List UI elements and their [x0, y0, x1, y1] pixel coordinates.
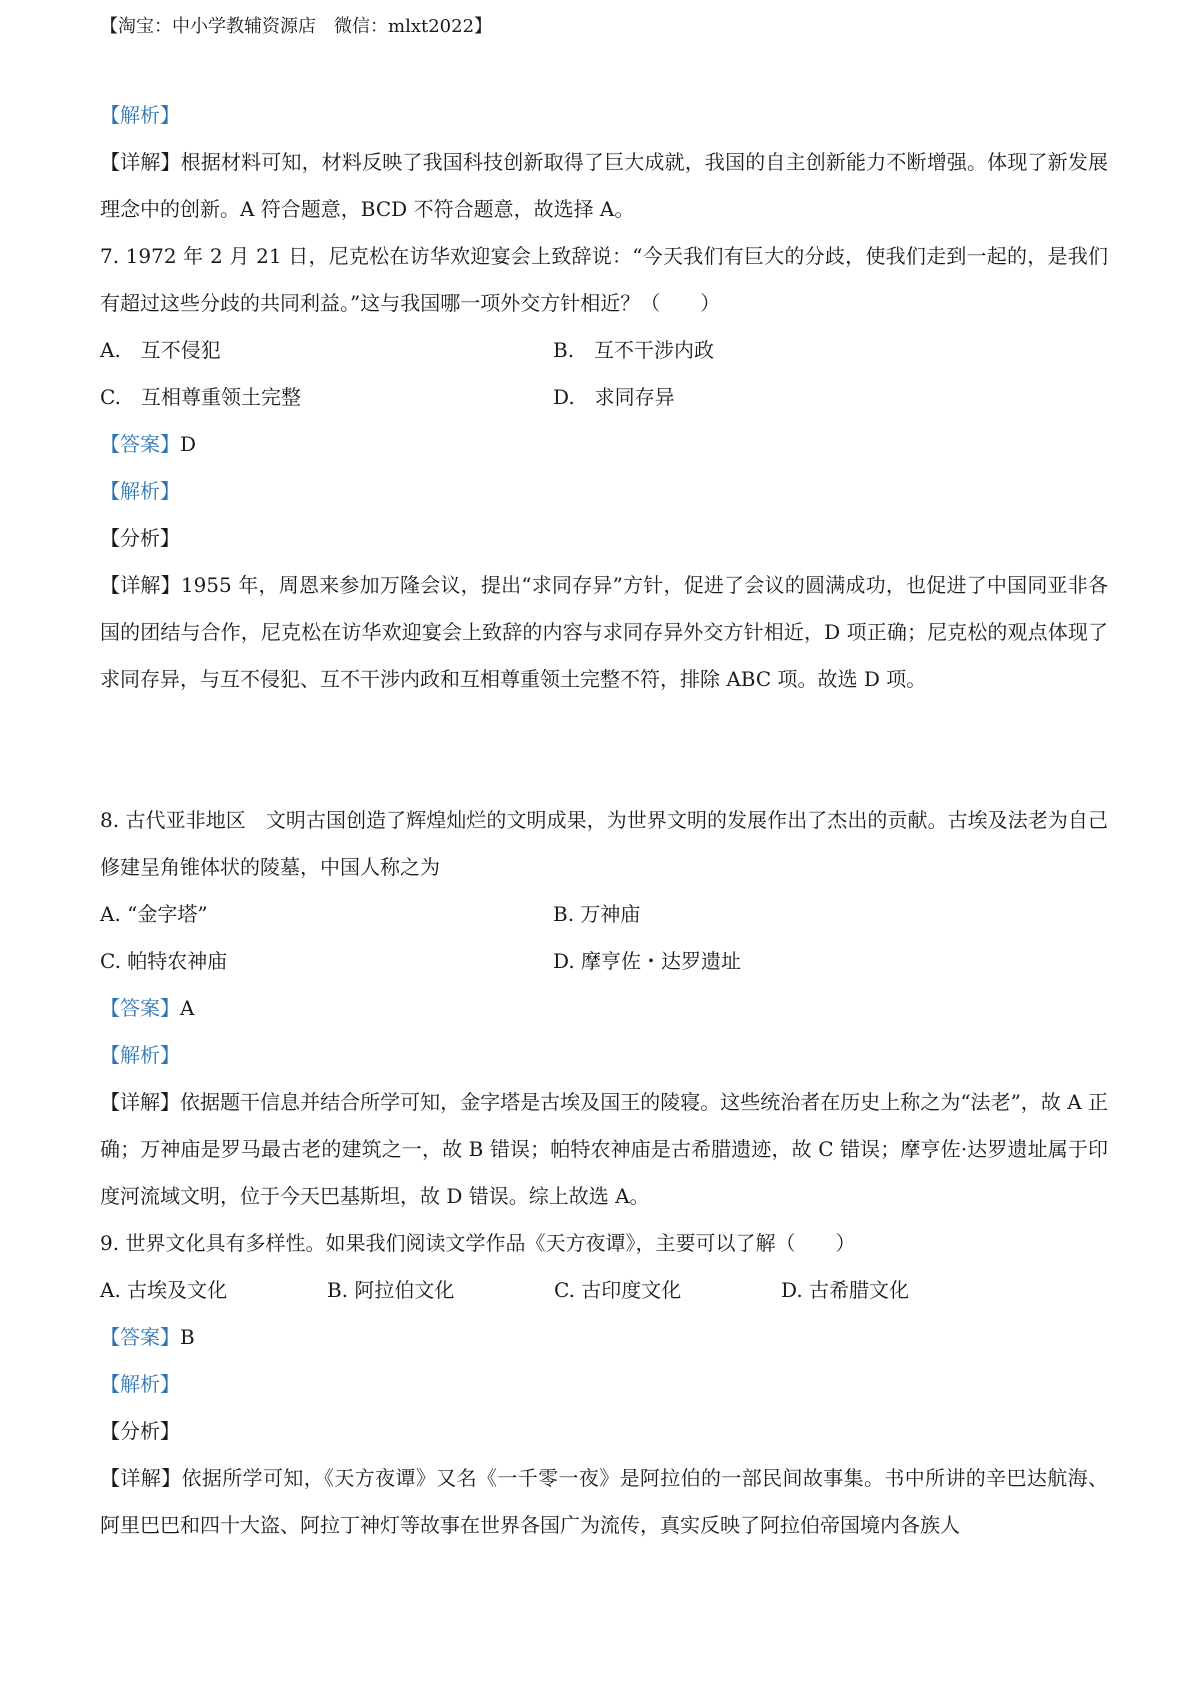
- q8-option-c: C. 帕特农神庙: [100, 949, 228, 973]
- q7-detail-text: 1955 年，周恩来参加万隆会议，提出“求同存异”方针，促进了会议的圆满成功，也促进了中国同亚非各国的团结与合作，尼克松在访华欢迎宴会上致辞的内容与求同存异外交方针相近，D 项正确；尼克松的观点体现了求同存异，与互不侵犯、互不干涉内政和互相尊重领土完整不符，排除 ABC 项。故选 D 项。: [100, 573, 1108, 691]
- q9-options: [100, 1267, 1108, 1314]
- q8-stem: 8. 古代亚非地区 文明古国创造了辉煌灿烂的文明成果，为世界文明的发展作出了杰出的贡献。古埃及法老为自己修建呈角锥体状的陵墓，中国人称之为: [100, 808, 1108, 879]
- q9-answer-value: B: [180, 1325, 195, 1349]
- q9-stem: 9. 世界文化具有多样性。如果我们阅读文学作品《天方夜谭》，主要可以了解（ ）: [100, 1231, 856, 1255]
- q7-option-b: B. 互不干涉内政: [553, 338, 715, 362]
- q8-option-b: B. 万神庙: [553, 902, 641, 926]
- q8-answer: [100, 985, 1108, 1032]
- q7-options: [100, 327, 1108, 421]
- q8-detail-tag: 【详解】: [100, 1090, 181, 1114]
- q6-detail: [100, 139, 1108, 233]
- q9-detail-text: 依据所学可知，《天方夜谭》又名《一千零一夜》是阿拉伯的一部民间故事集。书中所讲的辛巴达航海、阿里巴巴和四十大盗、阿拉丁神灯等故事在世界各国广为流传，真实反映了阿拉伯帝国境内各族人: [100, 1466, 1109, 1537]
- q7-answer: [100, 421, 1108, 468]
- q7-option-a: A. 互不侵犯: [100, 338, 221, 362]
- q9-fenxi-label: 【分析】: [100, 1419, 180, 1443]
- q8-answer-value: A: [180, 996, 195, 1020]
- q9-analysis-label: 【解析】: [100, 1372, 180, 1396]
- q8-detail-text: 依据题干信息并结合所学可知，金字塔是古埃及国王的陵寝。这些统治者在历史上称之为“法老”，故 A 正确；万神庙是罗马最古老的建筑之一，故 B 错误；帕特农神庙是古希腊遗迹，故 C 错误；摩亨佐·达罗遗址属于印度河流域文明，位于今天巴基斯坦，故 D 错误。综上故选 A。: [100, 1090, 1108, 1208]
- q9-option-c: C. 古印度文化: [554, 1278, 682, 1302]
- q9-option-a: A. 古埃及文化: [100, 1278, 228, 1302]
- q7-stem: 7. 1972 年 2 月 21 日，尼克松在访华欢迎宴会上致辞说：“今天我们有巨大的分歧，使我们走到一起的，是我们有超过这些分歧的共同利益。”这与我国哪一项外交方针相近？（ ）: [100, 244, 1108, 315]
- q8-options: [100, 891, 1108, 985]
- q7-detail-tag: 【详解】: [100, 573, 181, 597]
- q9-answer: [100, 1314, 1108, 1361]
- q7-option-d: D. 求同存异: [553, 385, 675, 409]
- q7-answer-tag: 【答案】: [100, 432, 180, 456]
- page-header: 【淘宝：中小学教辅资源店 微信：mlxt2022】: [100, 16, 493, 37]
- blank-gap: [100, 703, 1108, 797]
- q7-fenxi-label: 【分析】: [100, 526, 180, 550]
- q6-detail-text: 根据材料可知，材料反映了我国科技创新取得了巨大成就，我国的自主创新能力不断增强。体现了新发展理念中的创新。A 符合题意，BCD 不符合题意，故选择 A。: [100, 150, 1109, 221]
- q7-analysis-label: 【解析】: [100, 479, 180, 503]
- q7-answer-value: D: [180, 432, 197, 456]
- q6-analysis-label: 【解析】: [100, 103, 180, 127]
- q9-option-d: D. 古希腊文化: [781, 1278, 910, 1302]
- q9-detail: [100, 1455, 1108, 1549]
- q9-answer-tag: 【答案】: [100, 1325, 180, 1349]
- q8-analysis-label: 【解析】: [100, 1043, 180, 1067]
- q9-option-b: B. 阿拉伯文化: [327, 1278, 455, 1302]
- q7-detail: [100, 562, 1108, 703]
- document-body: [100, 92, 1108, 1549]
- q8-answer-tag: 【答案】: [100, 996, 180, 1020]
- q8-option-a: A. “金字塔”: [100, 902, 208, 926]
- q6-detail-tag: 【详解】: [100, 150, 181, 174]
- q9-detail-tag: 【详解】: [100, 1466, 182, 1490]
- q7-option-c: C. 互相尊重领土完整: [100, 385, 301, 409]
- q8-detail: [100, 1079, 1108, 1220]
- q8-option-d: D. 摩亨佐・达罗遗址: [553, 949, 742, 973]
